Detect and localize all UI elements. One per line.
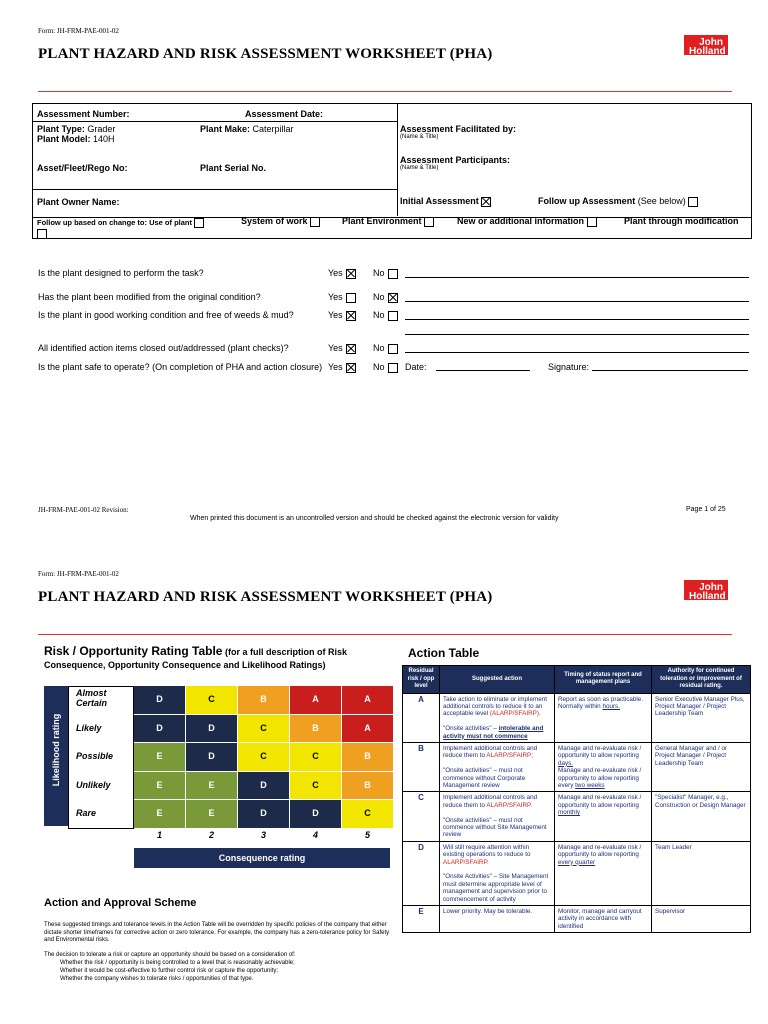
risk-matrix-cell: A	[290, 686, 341, 714]
risk-matrix-cell: E	[134, 772, 185, 800]
action-level: C	[403, 792, 440, 841]
followup-note: (See below)	[637, 196, 686, 206]
likelihood-row-label: Unlikely	[76, 779, 111, 790]
risk-matrix-cell: E	[134, 800, 185, 828]
followup-based-label: Follow up based on change to:	[37, 218, 147, 227]
system-of-work-label: System of work	[241, 216, 308, 226]
risk-matrix-cell: D	[134, 715, 185, 743]
rating-heading	[44, 645, 394, 672]
use-of-plant-checkbox[interactable]	[194, 218, 204, 228]
yes-checkbox[interactable]	[346, 293, 356, 303]
signature-line	[592, 370, 748, 371]
question-text: Is the plant designed to perform the task?	[38, 268, 204, 278]
risk-matrix-cell: D	[238, 800, 289, 828]
no-option	[373, 292, 398, 303]
use-of-plant-label: Use of plant	[149, 218, 193, 227]
approval-title: Action and Approval Scheme	[44, 897, 197, 909]
plant-environment-checkbox[interactable]	[424, 217, 434, 227]
timing	[555, 841, 652, 905]
timing-text: Monitor, manage and carryout activity in accordance with identified	[558, 908, 642, 930]
action-level: B	[403, 742, 440, 791]
action-text: Will still require attention within existing operations to reduce to	[443, 843, 531, 859]
followup-assessment-checkbox[interactable]	[688, 197, 698, 207]
yes-option	[328, 268, 356, 279]
risk-matrix-cell: C	[238, 743, 289, 771]
timing-period: hours.	[602, 702, 620, 710]
risk-matrix-cell: C	[186, 686, 237, 714]
risk-matrix-cell: C	[238, 715, 289, 743]
suggested-action	[440, 742, 555, 791]
form-code-2: Form: JH-FRM-PAE-001-02	[38, 570, 119, 578]
no-option	[373, 362, 398, 373]
page-title-2: PLANT HAZARD AND RISK ASSESSMENT WORKSHEET (PHA)	[38, 589, 493, 605]
plant-type-value[interactable]: Grader	[87, 124, 116, 134]
approval-bullet: Whether the company wishes to tolerate risks / opportunities of that type.	[60, 976, 254, 982]
action-onsite: "Onsite Activities" – Site Management must determine appropriate level of management and supervision prior to commencement of activity	[443, 873, 549, 903]
action-text: Implement additional controls and reduce them to	[443, 794, 538, 809]
footer-code: JH-FRM-PAE-001-02 Revision:	[38, 506, 129, 514]
participants-sub: (Name & Title)	[400, 165, 439, 171]
rating-note: (for a full description of Risk Consequence, Opportunity Consequence and Likelihood Ratings)	[44, 647, 347, 670]
yes-checkbox[interactable]	[346, 311, 356, 321]
suggested-action	[440, 792, 555, 841]
facilitated-sub: (Name & Title)	[400, 134, 439, 140]
action-onsite: "Onsite activities" – must not commence without Corporate Management review	[443, 767, 526, 789]
timing-text: Manage and re-evaluate risk / opportunity to allow reporting	[558, 843, 642, 859]
modification-label: Plant through modification	[624, 216, 739, 226]
plant-environment-label: Plant Environment	[342, 216, 422, 226]
action-text: Implement additional controls and reduce them to	[443, 744, 538, 760]
initial-assessment-label: Initial Assessment	[400, 196, 479, 206]
risk-matrix-cell: E	[186, 800, 237, 828]
new-info-label: New or additional information	[457, 216, 585, 226]
risk-matrix-cell: B	[238, 686, 289, 714]
action-header: Suggested action	[440, 666, 555, 694]
question-text: Is the plant safe to operate? (On completion of PHA and action closure)	[38, 362, 323, 372]
timing	[555, 792, 652, 841]
answer-line[interactable]	[405, 352, 749, 353]
question-text: Has the plant been modified from the original condition?	[38, 292, 261, 302]
footer-note: When printed this document is an uncontrolled version and should be checked against the electronic version for validity	[190, 515, 559, 522]
answer-line[interactable]	[405, 319, 749, 320]
new-info-checkbox[interactable]	[587, 217, 597, 227]
risk-matrix-cell: E	[186, 772, 237, 800]
no-label: No	[373, 310, 385, 320]
plant-serial-field[interactable]: Plant Serial No.	[200, 163, 267, 173]
no-label: No	[373, 362, 385, 372]
timing-text: Manage and re-evaluate risk / opportunity to allow reporting	[558, 744, 642, 760]
action-intolerable: intolerable and activity must not commence	[443, 725, 544, 740]
rating-title: Risk / Opportunity Rating Table	[44, 644, 223, 658]
question-text: Is the plant in good working condition and free of weeds & mud?	[38, 310, 294, 320]
answer-line[interactable]	[405, 334, 749, 335]
consequence-col-label: 4	[312, 829, 318, 840]
likelihood-row-label: Almost Certain	[76, 688, 108, 708]
yes-label: Yes	[328, 310, 343, 320]
no-option	[373, 310, 398, 321]
assessment-info-box	[32, 103, 752, 239]
system-of-work-checkbox[interactable]	[310, 217, 320, 227]
risk-matrix-cell: D	[134, 686, 185, 714]
suggested-action	[440, 693, 555, 742]
risk-matrix-cell: C	[290, 772, 341, 800]
action-header: Authority for continued toleration or improvement of residual rating.	[652, 666, 751, 694]
action-alarp: ALARP/SFAIRP.	[443, 858, 489, 866]
timing-period: days.	[558, 759, 574, 767]
answer-line[interactable]	[405, 301, 749, 302]
no-label: No	[373, 343, 385, 353]
john-holland-logo	[684, 35, 728, 55]
yes-option	[328, 310, 356, 321]
info-divider	[397, 104, 398, 216]
form-code: Form: JH-FRM-PAE-001-02	[38, 27, 119, 35]
info-rule	[33, 121, 397, 122]
facilitated-label[interactable]: Assessment Facilitated by:	[400, 124, 517, 134]
plant-owner-field[interactable]: Plant Owner Name:	[37, 197, 120, 207]
no-option	[373, 343, 398, 354]
timing-period: every quarter	[558, 858, 596, 866]
yes-label: Yes	[328, 343, 343, 353]
consequence-col-label: 2	[208, 829, 214, 840]
yes-checkbox[interactable]	[346, 363, 356, 373]
yes-label: Yes	[328, 362, 343, 372]
risk-matrix-cell: C	[342, 800, 393, 828]
no-checkbox[interactable]	[388, 311, 398, 321]
timing-period: monthly	[558, 809, 581, 817]
approval-bullet: Whether the risk / opportunity is being controlled to a level that is reasonably achievable;	[60, 960, 295, 966]
authority: General Manager and / or Project Manager / Project Leadership Team	[652, 742, 751, 791]
risk-matrix-cell: D	[186, 743, 237, 771]
info-rule	[33, 189, 397, 190]
date-field[interactable]: Date:	[405, 362, 427, 372]
no-checkbox[interactable]	[388, 363, 398, 373]
header-divider	[38, 91, 732, 92]
consequence-axis-label: Consequence rating	[134, 848, 390, 868]
risk-matrix-cell: C	[290, 743, 341, 771]
yes-label: Yes	[328, 292, 343, 302]
timing	[555, 742, 652, 791]
plant-model-value[interactable]: 140H	[93, 134, 115, 144]
answer-line[interactable]	[405, 277, 749, 278]
risk-matrix-cell: A	[342, 686, 393, 714]
no-option	[373, 268, 398, 279]
yes-option	[328, 292, 356, 303]
action-table-title: Action Table	[408, 646, 480, 660]
header-divider-2	[38, 634, 732, 635]
logo-text-1: John	[699, 37, 723, 48]
action-level: D	[403, 841, 440, 905]
logo-text-2: Holland	[689, 591, 726, 602]
no-label: No	[373, 292, 385, 302]
plant-type-label: Plant Type:	[37, 124, 85, 134]
footer-page: Page 1 of 25	[686, 506, 726, 513]
action-text: Take action to eliminate or implement additional controls to reduce it to an acceptable level	[443, 695, 547, 718]
consequence-col-label: 1	[156, 829, 162, 840]
initial-assessment-checkbox[interactable]	[481, 197, 491, 207]
action-row	[403, 841, 751, 905]
consequence-col-label: 3	[260, 829, 266, 840]
approval-bullet: Whether it would be cost-effective to further control risk or capture the opportunity;	[60, 968, 278, 974]
action-text: Lower priority. May be tolerable.	[443, 908, 533, 916]
yes-checkbox[interactable]	[346, 269, 356, 279]
approval-para2: The decision to tolerate a risk or capture an opportunity should be based on a consideration of:	[44, 952, 296, 958]
action-header: Residual risk / opp level	[403, 666, 440, 694]
risk-matrix-cell: D	[238, 772, 289, 800]
page-title: PLANT HAZARD AND RISK ASSESSMENT WORKSHEET (PHA)	[38, 46, 493, 62]
risk-matrix-cell: A	[342, 715, 393, 743]
consequence-col-label: 5	[364, 829, 370, 840]
no-checkbox[interactable]	[388, 293, 398, 303]
logo-text-1: John	[699, 582, 723, 593]
plant-make-label: Plant Make:	[200, 124, 251, 134]
action-level: E	[403, 906, 440, 933]
signature-field[interactable]: Signature:	[548, 362, 590, 372]
authority: "Specialist" Manager, e.g., Construction or Design Manager	[652, 792, 751, 841]
action-row	[403, 792, 751, 841]
yes-option	[328, 343, 356, 354]
action-row	[403, 742, 751, 791]
risk-matrix-cell: B	[342, 772, 393, 800]
suggested-action	[440, 906, 555, 933]
risk-matrix-cell: D	[186, 715, 237, 743]
plant-model-label: Plant Model:	[37, 134, 91, 144]
action-level: A	[403, 693, 440, 742]
authority: Team Leader	[652, 841, 751, 905]
timing	[555, 906, 652, 933]
plant-make-value[interactable]: Caterpillar	[252, 124, 294, 134]
timing-text: Report as soon as practicable. Normally within	[558, 695, 644, 710]
authority: Senior Executive Manager Plus, Project Manager / Project Leadership Team	[652, 693, 751, 742]
yes-label: Yes	[328, 268, 343, 278]
risk-matrix-cell: B	[342, 743, 393, 771]
action-onsite: "Onsite activities" – must not commence without Site Management review	[443, 816, 547, 839]
timing-period: two weeks	[575, 781, 605, 789]
risk-matrix-cell: D	[290, 800, 341, 828]
question-text: All identified action items closed out/addressed (plant checks)?	[38, 343, 289, 353]
followup-assessment-label: Follow up Assessment	[538, 196, 636, 206]
no-label: No	[373, 268, 385, 278]
assessment-number-field[interactable]: Assessment Number:	[37, 109, 130, 119]
yes-checkbox[interactable]	[346, 344, 356, 354]
likelihood-row-label: Likely	[76, 722, 102, 733]
participants-label[interactable]: Assessment Participants:	[400, 155, 511, 165]
authority: Supervisor	[652, 906, 751, 933]
yes-option	[328, 362, 356, 373]
action-row	[403, 906, 751, 933]
likelihood-label-column	[68, 686, 134, 829]
logo-text-2: Holland	[689, 46, 726, 57]
likelihood-axis-label: Likelihood rating	[51, 713, 61, 787]
action-alarp: ALARP/SFAIRP;	[486, 752, 533, 760]
action-onsite: "Onsite activities" –	[443, 725, 499, 733]
assessment-date-field[interactable]: Assessment Date:	[245, 109, 324, 119]
no-checkbox[interactable]	[388, 269, 398, 279]
modification-checkbox[interactable]	[37, 229, 47, 239]
john-holland-logo-2	[684, 580, 728, 600]
action-alarp: ALARP/SFAIRP.	[486, 801, 533, 809]
timing-text: Manage and re-evaluate risk / opportunity to allow reporting every	[558, 767, 642, 789]
risk-matrix-cell: E	[134, 743, 185, 771]
asset-rego-field[interactable]: Asset/Fleet/Rego No:	[37, 163, 128, 173]
action-header: Timing of status report and management plans	[555, 666, 652, 694]
no-checkbox[interactable]	[388, 344, 398, 354]
timing	[555, 693, 652, 742]
likelihood-row-label: Rare	[76, 808, 97, 818]
action-row	[403, 693, 751, 742]
risk-matrix-cell: B	[290, 715, 341, 743]
suggested-action	[440, 841, 555, 905]
action-alarp: (ALARP/SFAIRP).	[489, 710, 541, 718]
date-line	[436, 370, 530, 371]
approval-para1: These suggested timings and tolerance levels in the Action Table will be overridden by specific policies of the company that either dictate shorter timeframes for corrective action or zero tolerance. For example, the company has a zero-tolerance policy for Safety and Environmental risks.	[44, 922, 390, 944]
action-table	[402, 665, 751, 933]
likelihood-row-label: Possible	[76, 751, 114, 761]
timing-text: Manage and re-evaluate risk / opportunity to allow reporting	[558, 794, 642, 809]
